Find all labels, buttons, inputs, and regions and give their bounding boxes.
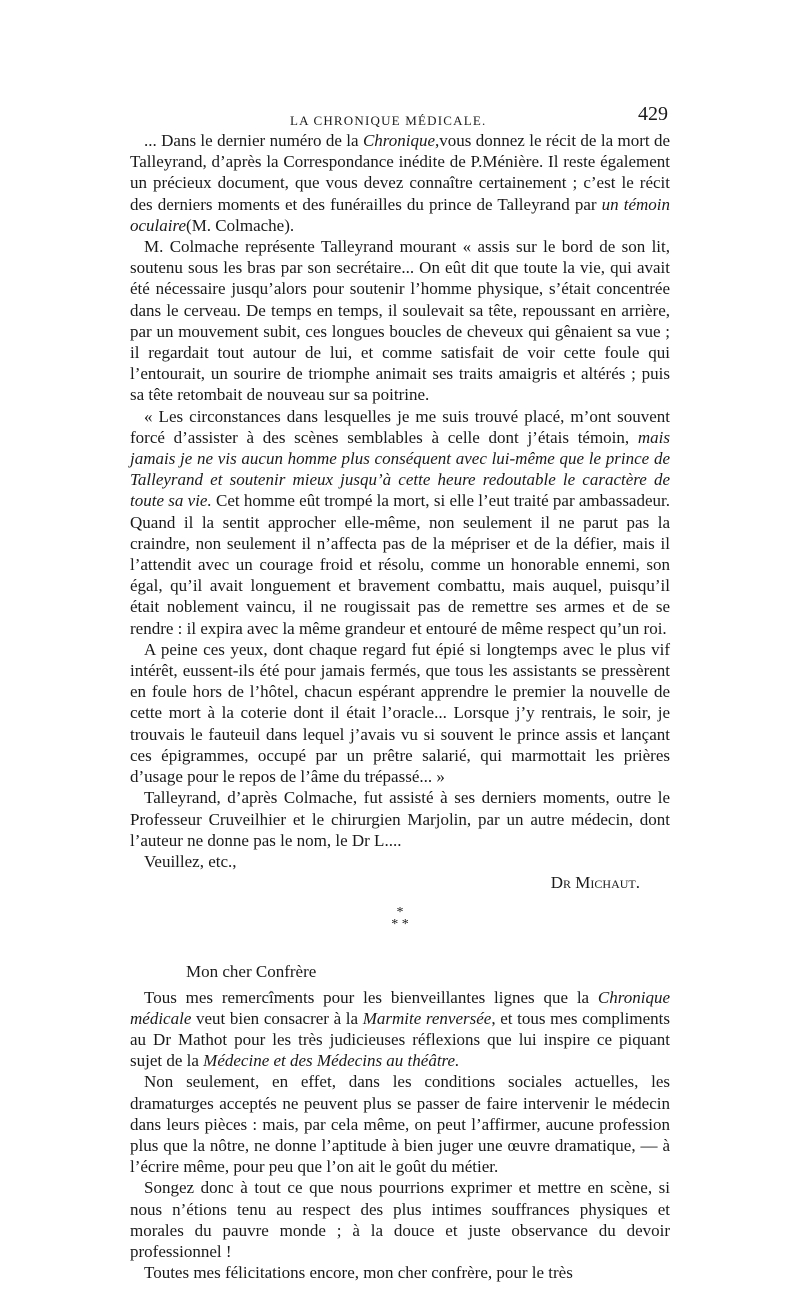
signature: Dr Michaut. xyxy=(550,873,640,893)
paragraph-5: Talleyrand, d’après Colmache, fut assisté à ses derniers moments, outre le Professeur Cruveilhier et le chirurgien Marjolin, par un autre médecin, dont l’auteur ne donne pas le nom, le Dr L.... xyxy=(130,788,670,850)
paragraph-9: Songez donc à tout ce que nous pourrions exprimer et mettre en scène, si nous n’étions tenu au respect des plus intimes souffrances physiques et morales du pauvre monde ; à la douce et juste observance du devoir professionnel ! xyxy=(130,1178,670,1261)
page-number: 429 xyxy=(638,103,668,125)
salutation: Mon cher Confrère xyxy=(186,962,317,982)
paragraph-4: A peine ces yeux, dont chaque regard fut épié si longtemps avec le plus vif intérêt, eussent-ils été pour jamais fermés, que tous les assistants se pressèrent en foule hors de l’hôtel, chacun espérant apprendre le premier la nouvelle de cette mort à la coterie dont il était l’oracle... Lorsque j’y rentrais, le soir, je trouvais le fauteuil dans lequel j’avais vu si souvent le prince assis et lançant ces épigrammes, occupé par un prêtre salarié, qui marmottait les prières d’usage pour le repos de l’âme du trépassé... » xyxy=(130,639,670,787)
paragraph-8: Non seulement, en effet, dans les conditions sociales actuelles, les dramaturges acceptés ne peuvent plus se passer de faire intervenir le médecin dans leurs pièces : mais, par cela même, on peut l’affirmer, aucune profession plus que la nôtre, ne donne l’aptitude à bien juger une œuvre dramatique, — à l’écrire même, pour peu que l’on ait le goût du métier. xyxy=(130,1072,670,1177)
paragraph-10: Toutes mes félicitations encore, mon cher confrère, pour le très xyxy=(144,1263,573,1283)
document-page xyxy=(130,104,670,1283)
paragraph-3: « Les circonstances dans lesquelles je me suis trouvé placé, m’ont souvent forcé d’assister à des scènes semblables à celle dont j’étais témoin, mais jamais je ne vis aucun homme plus conséquent avec lui-même que le prince de Talleyrand et soutenir mieux jusqu’à cette heure redoutable le caractère de toute sa vie. Cet homme eût trompé la mort, si elle l’eut traité par ambassadeur. Quand il la sentit approcher elle-même, non seulement il ne parut pas la craindre, non seulement il n’affecta pas de la mépriser et de la défier, mais il l’attendit avec un courage froid et résolu, comme un honorable ennemi, son égal, qu’il avait longuement et bravement combattu, mais auquel, puisqu’il était noblement vaincu, il ne rougissait pas de remettre ses armes et de se rendre : il expira avec la même grandeur et entouré de même respect qu’un roi. xyxy=(130,406,670,638)
running-title: LA CHRONIQUE MÉDICALE. xyxy=(290,113,487,128)
section-separator: * * * xyxy=(391,905,409,933)
paragraph-1: ... Dans le dernier numéro de la Chronique,vous donnez le récit de la mort de Talleyrand, d’après la Correspondance inédite de P.Ménière. Il reste également un précieux document, que vous devez connaître certainement ; c’est le récit des derniers moments et des funérailles du prince de Talleyrand par un témoin oculaire(M. Colmache). xyxy=(130,131,671,235)
paragraph-7: Tous mes remercîments pour les bienveillantes lignes que la Chronique médicale veut bien consacrer à la Marmite renversée, et tous mes compliments au Dr Mathot pour les très judicieuses réflexions que lui inspire ce piquant sujet de la Médecine et des Médecins au théâtre. xyxy=(130,987,670,1071)
paragraph-2: M. Colmache représente Talleyrand mourant « assis sur le bord de son lit, soutenu sous les bras par son secrétaire... On eût dit que toute la vie, qui avait été nécessaire jusqu’alors pour soutenir l’homme physique, s’était concentrée dans le cerveau. De temps en temps, il soulevait sa tête, repoussant en arrière, par un mouvement subit, ces longues boucles de cheveux qui gênaient sa vue ; il regardait tout autour de lui, et comme satisfait de voir cette foule qui l’entourait, un sourire de triomphe animait ses traits amaigris et altérés ; puis sa tête retombait de nouveau sur sa poitrine. xyxy=(130,237,670,405)
running-header xyxy=(130,104,670,130)
paragraph-6: Veuillez, etc., xyxy=(144,851,237,871)
